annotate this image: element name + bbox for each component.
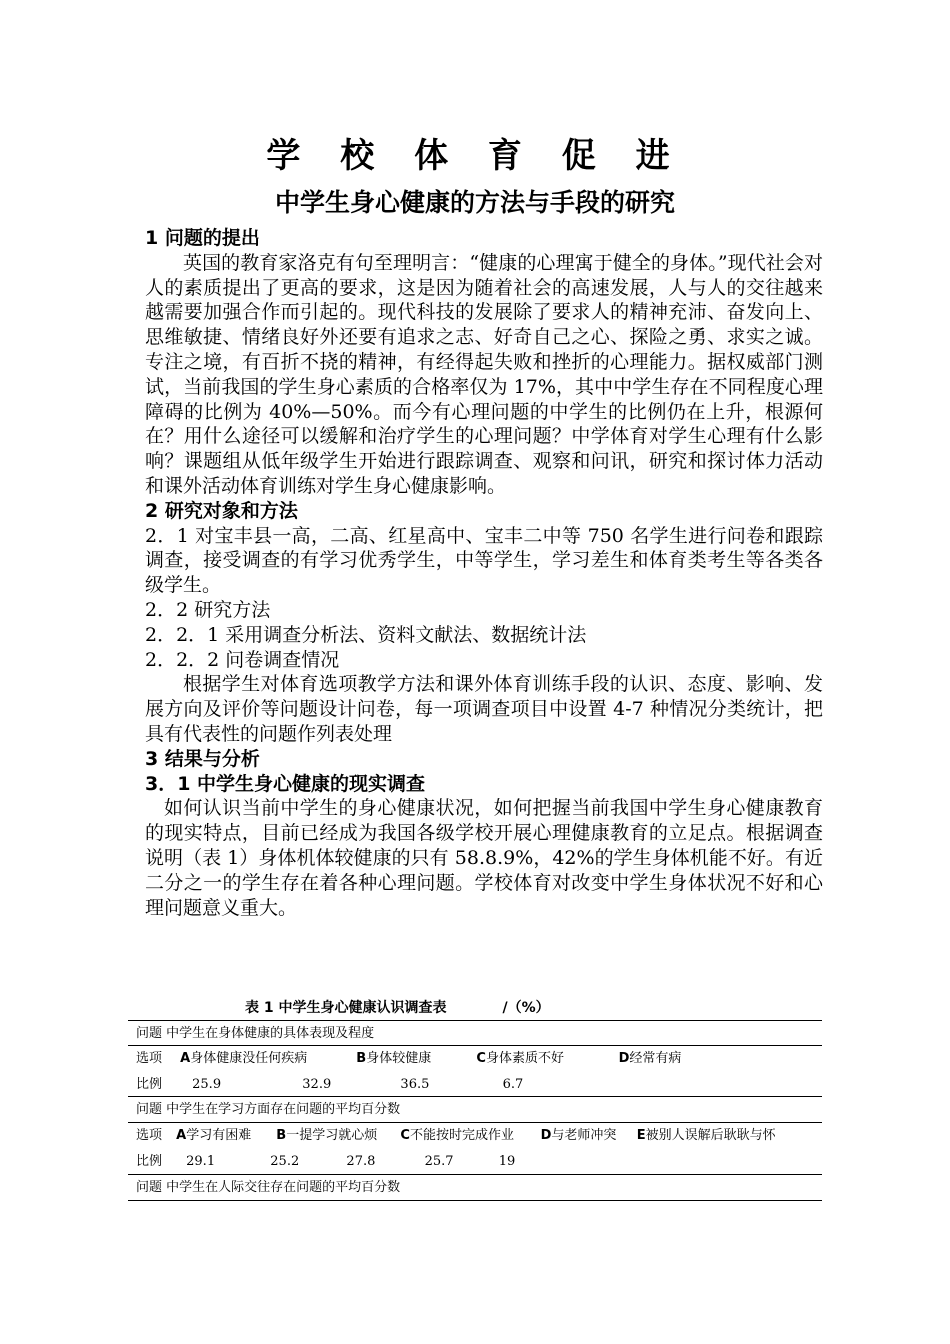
main-title: 学 校 体 育 促 进 bbox=[266, 136, 684, 176]
sub-title: 中学生身心健康的方法与手段的研究 bbox=[274, 188, 675, 217]
ratio-value: 32.9 bbox=[302, 1076, 332, 1092]
section-2-2-heading: 2．2 研究方法 bbox=[145, 598, 271, 621]
section-2-1-paragraph: 2．1 对宝丰县一高，二高、红星高中、宝丰二中等 750 名学生进行问卷和跟踪调查，接受调查的有学习优秀学生，中等学生，学习差生和体育类考生等各类各级学生。 bbox=[145, 524, 823, 597]
ratio-value: 25.7 bbox=[424, 1153, 454, 1169]
section-2-2-2-line: 2．2．2 问卷调查情况 bbox=[145, 648, 340, 671]
option-c: C不能按时完成作业 bbox=[400, 1128, 514, 1144]
option-d: D与老师冲突 bbox=[540, 1128, 617, 1144]
ratio-label: 比例 bbox=[136, 1076, 163, 1092]
table-ratio-row-1 bbox=[128, 1072, 822, 1098]
section-1-paragraph: 英国的教育家洛克有句至理明言：“健康的心理寓于健全的身体。”现代社会对人的素质提出了更高的要求，这是因为随着社会的高速发展，人与人的交往越来越需要加强合作而引起的。现代科技的发展除了要求人的精神充沛、奋发向上、思维敏捷、情绪良好外还要有追求之志、好奇自己之心、探险之勇、求实之诚。专注之境，有百折不挠的精神，有经得起失败和挫折的心理能力。据权威部门测试，当前我国的学生身心素质的合格率仅为 17%，其中中学生存在不同程度心理障碍的比例为 40%—50%。而今有心理问题的中学生的比例仍在上升，根源何在？用什么途径可以缓解和治疗学生的心理问题？中学体育对学生心理有什么影响？课题组从低年级学生开始进行跟踪调查、观察和问讯，研究和探讨体力活动和课外活动体育训练对学生身心健康影响。 bbox=[145, 251, 823, 497]
table-options-row-2 bbox=[128, 1123, 822, 1149]
section-1-heading: 1 问题的提出 bbox=[145, 227, 260, 249]
table-unit: /（%） bbox=[502, 1000, 550, 1016]
section-2-heading: 2 研究对象和方法 bbox=[145, 499, 298, 522]
table-caption bbox=[245, 997, 550, 1017]
ratio-value: 29.1 bbox=[186, 1153, 216, 1169]
option-b: B身体较健康 bbox=[356, 1050, 432, 1066]
ratio-value: 36.5 bbox=[400, 1076, 430, 1092]
table-question-2: 问题 中学生在学习方面存在问题的平均百分数 bbox=[128, 1097, 822, 1123]
options-label: 选项 bbox=[136, 1050, 163, 1066]
option-d: D经常有病 bbox=[618, 1050, 682, 1066]
ratio-value: 6.7 bbox=[502, 1076, 524, 1092]
ratio-label: 比例 bbox=[136, 1153, 163, 1169]
ratio-value: 25.2 bbox=[270, 1153, 300, 1169]
table-caption-text: 表 1 中学生身心健康认识调查表 bbox=[245, 1000, 447, 1016]
option-a: A身体健康没任何疾病 bbox=[180, 1050, 308, 1066]
option-c: C身体素质不好 bbox=[476, 1050, 564, 1066]
document-body bbox=[145, 226, 823, 920]
ratio-value: 19 bbox=[498, 1153, 516, 1169]
options-label: 选项 bbox=[136, 1128, 163, 1144]
table-options-row-1 bbox=[128, 1046, 822, 1072]
section-3-1-paragraph: 如何认识当前中学生的身心健康状况，如何把握当前我国中学生身心健康教育的现实特点，目前已经成为我国各级学校开展心理健康教育的立足点。根据调查说明（表 1）身体机体较健康的只有 58.8.9%，42%的学生身体机能不好。有近二分之一的学生存在着各种心理问题。学校体育对改变中学生身体状况不好和心理问题意义重大。 bbox=[145, 797, 823, 919]
ratio-value: 27.8 bbox=[346, 1153, 376, 1169]
section-2-2-2-paragraph: 根据学生对体育选项教学方法和课外体育训练手段的认识、态度、影响、发展方向及评价等问题设计问卷，每一项调查项目中设置 4-7 种情况分类统计，把具有代表性的问题作列表处理 bbox=[145, 673, 823, 745]
section-3-heading: 3 结果与分析 bbox=[145, 747, 260, 770]
table-question-1: 问题 中学生在身体健康的具体表现及程度 bbox=[128, 1020, 822, 1046]
survey-table bbox=[128, 1020, 822, 1201]
table-ratio-row-2 bbox=[128, 1149, 822, 1175]
ratio-value: 25.9 bbox=[192, 1076, 222, 1092]
table-question-3: 问题 中学生在人际交往存在问题的平均百分数 bbox=[128, 1175, 822, 1201]
section-2-2-1-line: 2．2．1 采用调查分析法、资料文献法、数据统计法 bbox=[145, 623, 587, 646]
option-e: E被别人误解后耿耿与怀 bbox=[636, 1128, 776, 1144]
option-a: A学习有困难 bbox=[176, 1128, 252, 1144]
option-b: B一提学习就心烦 bbox=[276, 1128, 378, 1144]
section-3-1-heading: 3．1 中学生身心健康的现实调查 bbox=[145, 772, 426, 795]
